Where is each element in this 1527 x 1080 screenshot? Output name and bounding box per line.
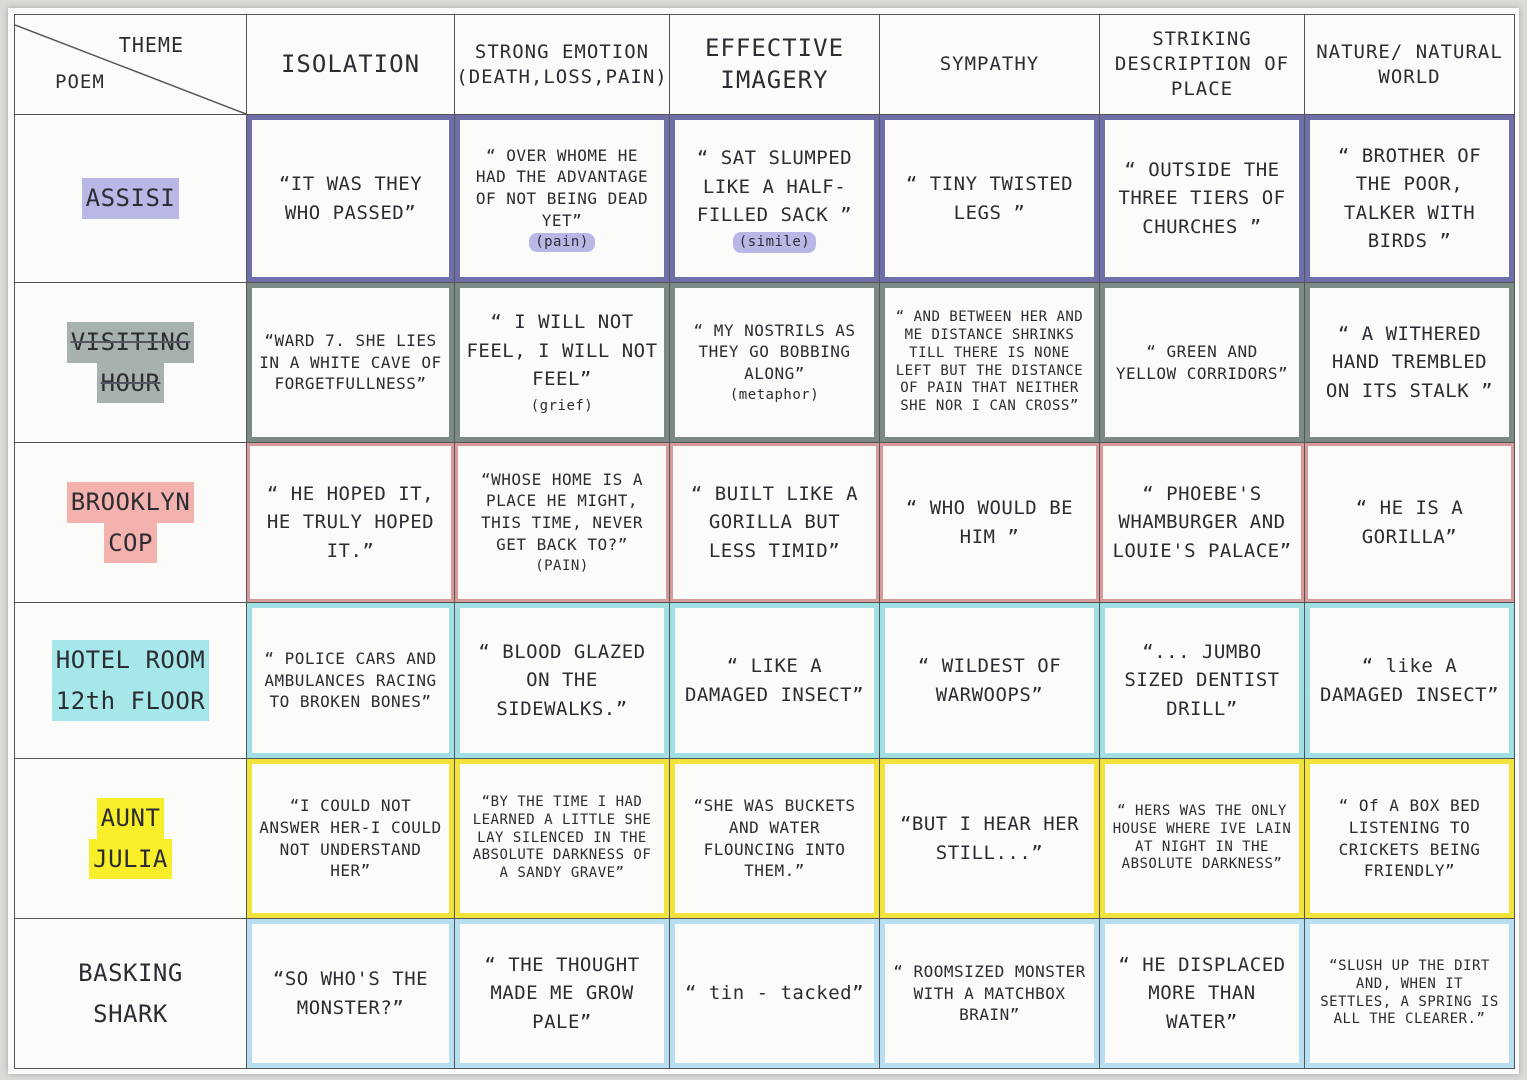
quote-text: “ AND BETWEEN HER AND ME DISTANCE SHRINKS TILL THERE IS NONE LEFT BUT THE DISTANCE OF PAIN THAT NEITHER SHE NOR I CAN CROSS” xyxy=(895,308,1084,415)
quote-box xyxy=(1305,919,1514,1068)
poem-name-line: COP xyxy=(104,523,157,564)
quote-cell xyxy=(670,759,880,919)
quote-box xyxy=(1305,283,1514,442)
column-header-description-of-place: STRIKING DESCRIPTION OF PLACE xyxy=(1100,15,1305,115)
quote-cell xyxy=(247,283,455,443)
quote-cell xyxy=(247,603,455,759)
poem-name-line: AUNT xyxy=(97,798,165,839)
poem-name-line: BASKING xyxy=(78,958,183,987)
quote-cell xyxy=(880,603,1100,759)
quote-cell xyxy=(1305,283,1515,443)
quote-box xyxy=(670,603,879,758)
quote-text: “SHE WAS BUCKETS AND WATER FLOUNCING INTO THEM.” xyxy=(693,796,856,881)
quote-box xyxy=(1100,283,1304,442)
quote-text: “ tin - tacked” xyxy=(684,982,865,1005)
quote-cell xyxy=(670,919,880,1069)
quote-cell xyxy=(1100,919,1305,1069)
quote-cell xyxy=(1305,759,1515,919)
quote-cell xyxy=(1305,443,1515,603)
quote-box xyxy=(880,443,1099,602)
quote-box xyxy=(1305,603,1514,758)
poem-label: POEM xyxy=(55,71,105,93)
poem-name-line: VISITING xyxy=(67,322,195,363)
quote-box xyxy=(247,919,454,1068)
quote-box xyxy=(670,443,879,602)
quote-box xyxy=(455,919,669,1068)
quote-cell xyxy=(1100,603,1305,759)
quote-text: “ LIKE A DAMAGED INSECT” xyxy=(684,655,865,706)
quote-cell xyxy=(670,115,880,283)
quote-box xyxy=(455,443,669,602)
quote-cell xyxy=(455,115,670,283)
quote-cell xyxy=(880,115,1100,283)
quote-text: “BUT I HEAR HER STILL...” xyxy=(899,813,1080,864)
quote-cell xyxy=(247,443,455,603)
poem-name-line: JULIA xyxy=(89,839,172,880)
poem-name-brooklyn-cop xyxy=(15,443,247,603)
table-row xyxy=(15,283,1515,443)
quote-text: “ BROTHER OF THE POOR, TALKER WITH BIRDS ” xyxy=(1337,144,1482,252)
quote-box xyxy=(670,919,879,1068)
quote-box xyxy=(880,919,1099,1068)
quote-cell xyxy=(1100,443,1305,603)
poem-name-assisi xyxy=(15,115,247,283)
poem-name-aunt-julia xyxy=(15,759,247,919)
corner-cell xyxy=(15,15,247,115)
technique-note: (simile) xyxy=(733,232,816,253)
quote-text: “SLUSH UP THE DIRT AND, WHEN IT SETTLES, A SPRING IS ALL THE CLEARER.” xyxy=(1320,957,1499,1028)
quote-cell xyxy=(670,603,880,759)
quote-text: “ SAT SLUMPED LIKE A HALF-FILLED SACK ” xyxy=(696,147,853,227)
poem-name-line: HOTEL ROOM xyxy=(52,640,210,681)
table-row xyxy=(15,115,1515,283)
table-row xyxy=(15,603,1515,759)
quote-text: “ HE IS A GORILLA” xyxy=(1355,497,1464,548)
quote-text: “ WHO WOULD BE HIM ” xyxy=(905,497,1074,548)
quote-cell xyxy=(880,283,1100,443)
worksheet-sheet xyxy=(8,8,1519,1074)
column-header-sympathy: SYMPATHY xyxy=(880,15,1100,115)
column-header-effective-imagery: EFFECTIVE IMAGERY xyxy=(670,15,880,115)
poem-name-visiting-hour xyxy=(15,283,247,443)
quote-text: “ THE THOUGHT MADE ME GROW PALE” xyxy=(484,953,640,1033)
quote-cell xyxy=(247,759,455,919)
quote-box xyxy=(247,443,454,602)
quote-text: “ OVER WHOME HE HAD THE ADVANTAGE OF NOT BEING DEAD YET” xyxy=(475,145,649,230)
quote-text: “ BUILT LIKE A GORILLA BUT LESS TIMID” xyxy=(690,482,859,562)
technique-note: (grief) xyxy=(530,397,594,414)
quote-cell xyxy=(1100,283,1305,443)
quote-box xyxy=(1100,115,1304,282)
quote-cell xyxy=(1305,919,1515,1069)
diagonal-divider xyxy=(15,15,246,114)
quote-cell xyxy=(247,919,455,1069)
quote-box xyxy=(1100,443,1304,602)
quote-text: “ I WILL NOT FEEL, I WILL NOT FEEL” xyxy=(466,311,658,391)
quote-cell xyxy=(455,443,670,603)
column-header-isolation: ISOLATION xyxy=(247,15,455,115)
quote-cell xyxy=(1100,759,1305,919)
quote-text: “ like A DAMAGED INSECT” xyxy=(1319,655,1500,706)
header-row xyxy=(15,15,1515,115)
quote-cell xyxy=(455,603,670,759)
quote-box xyxy=(247,603,454,758)
quote-text: “ A WITHERED HAND TREMBLED ON ITS STALK ” xyxy=(1325,322,1494,402)
quote-cell xyxy=(1305,115,1515,283)
technique-note: (metaphor) xyxy=(729,387,820,404)
quote-cell xyxy=(880,919,1100,1069)
quote-text: “ HE DISPLACED MORE THAN WATER” xyxy=(1118,953,1286,1033)
poem-name-line: BROOKLYN xyxy=(67,482,195,523)
quote-cell xyxy=(880,759,1100,919)
quote-text: “WARD 7. SHE LIES IN A WHITE CAVE OF FORGETFULLNESS” xyxy=(259,331,442,394)
poem-name-line: HOUR xyxy=(97,363,165,404)
quote-box xyxy=(880,283,1099,442)
quote-cell xyxy=(670,443,880,603)
quote-box xyxy=(455,283,669,442)
quote-text: “ PHOEBE'S WHAMBURGER AND LOUIE'S PALACE” xyxy=(1112,482,1292,562)
quote-text: “ GREEN AND YELLOW CORRIDORS” xyxy=(1115,341,1289,383)
quote-text: “ TINY TWISTED LEGS ” xyxy=(905,173,1074,224)
quote-cell xyxy=(455,283,670,443)
quote-text: “ HERS WAS THE ONLY HOUSE WHERE IVE LAIN AT NIGHT IN THE ABSOLUTE DARKNESS” xyxy=(1112,802,1292,873)
quote-text: “ ROOMSIZED MONSTER WITH A MATCHBOX BRAIN” xyxy=(893,962,1086,1025)
quote-box xyxy=(247,283,454,442)
quote-box xyxy=(1100,919,1304,1068)
quote-cell xyxy=(455,919,670,1069)
poem-name-line: ASSISI xyxy=(82,178,180,219)
quote-text: “ HE HOPED IT, HE TRULY HOPED IT.” xyxy=(266,482,435,562)
theme-label: THEME xyxy=(118,33,184,57)
column-header-nature: NATURE/ NATURAL WORLD xyxy=(1305,15,1515,115)
quote-box xyxy=(670,283,879,442)
quote-box xyxy=(1305,759,1514,918)
table-row xyxy=(15,443,1515,603)
quote-box xyxy=(455,115,669,282)
poem-name-line: SHARK xyxy=(93,999,168,1028)
quote-text: “ OUTSIDE THE THREE TIERS OF CHURCHES ” xyxy=(1118,158,1286,238)
quote-cell xyxy=(670,283,880,443)
table-row xyxy=(15,919,1515,1069)
quote-box xyxy=(455,759,669,918)
quote-box xyxy=(880,115,1099,282)
quote-cell xyxy=(247,115,455,283)
column-header-strong-emotion: STRONG EMOTION (DEATH,LOSS,PAIN) xyxy=(455,15,670,115)
quote-cell xyxy=(1100,115,1305,283)
poem-theme-table xyxy=(14,14,1515,1069)
quote-text: “ MY NOSTRILS AS THEY GO BOBBING ALONG” xyxy=(693,320,856,383)
quote-box xyxy=(1100,603,1304,758)
quote-text: “I COULD NOT ANSWER HER-I COULD NOT UNDERSTAND HER” xyxy=(259,796,442,881)
quote-text: “... JUMBO SIZED DENTIST DRILL” xyxy=(1124,640,1280,720)
poem-name-basking-shark xyxy=(15,919,247,1069)
quote-box xyxy=(670,115,879,282)
quote-text: “ Of A BOX BED LISTENING TO CRICKETS BEING FRIENDLY” xyxy=(1338,796,1481,881)
quote-box xyxy=(455,603,669,758)
table-row xyxy=(15,759,1515,919)
quote-box xyxy=(247,759,454,918)
quote-text: “ WILDEST OF WARWOOPS” xyxy=(917,655,1062,706)
quote-cell xyxy=(880,443,1100,603)
quote-box xyxy=(1305,443,1514,602)
quote-box xyxy=(670,759,879,918)
quote-text: “ POLICE CARS AND AMBULANCES RACING TO BROKEN BONES” xyxy=(264,649,437,712)
quote-text: “SO WHO'S THE MONSTER?” xyxy=(272,968,429,1019)
quote-box xyxy=(247,115,454,282)
poem-name-hotel-room xyxy=(15,603,247,759)
technique-note: (PAIN) xyxy=(535,558,589,575)
quote-text: “IT WAS THEY WHO PASSED” xyxy=(278,173,423,224)
quote-box xyxy=(1100,759,1304,918)
quote-box xyxy=(1305,115,1514,282)
quote-box xyxy=(880,603,1099,758)
technique-note: (pain) xyxy=(529,233,595,252)
poem-name-line: 12th FLOOR xyxy=(52,681,210,722)
quote-cell xyxy=(455,759,670,919)
quote-text: “WHOSE HOME IS A PLACE HE MIGHT, THIS TIME, NEVER GET BACK TO?” xyxy=(480,469,644,554)
quote-text: “BY THE TIME I HAD LEARNED A LITTLE SHE LAY SILENCED IN THE ABSOLUTE DARKNESS OF A SANDY GRAVE” xyxy=(472,793,652,882)
quote-cell xyxy=(1305,603,1515,759)
quote-box xyxy=(880,759,1099,918)
quote-text: “ BLOOD GLAZED ON THE SIDEWALKS.” xyxy=(478,640,646,720)
